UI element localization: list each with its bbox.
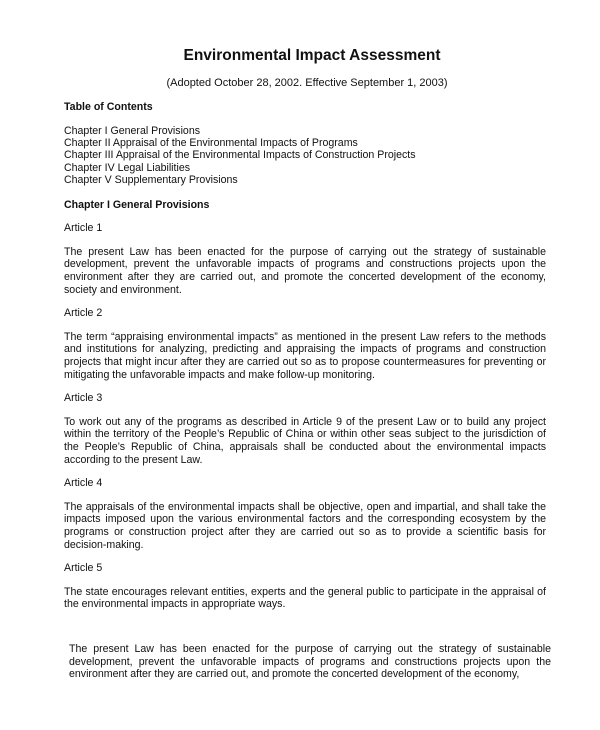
article-title: Article 2 xyxy=(64,307,103,320)
toc-item: Chapter IV Legal Liabilities xyxy=(64,161,191,174)
article-text: To work out any of the programs as described in Article 9 of the present Law or to build any project within the territory of the People’s Republic of China or within other seas subject to the jurisdiction of the People’s Republic of China, appraisals shall be conducted about the environmental impacts according to the present Law. xyxy=(64,415,546,466)
article-title: Article 4 xyxy=(64,477,103,490)
article-text: The appraisals of the environmental impacts shall be objective, open and impartial, and shall take the impacts imposed upon the various environmental factors and the corresponding ecosystem by the programs or construction project after they are carried out so as to provide a scientific basis for decision-making. xyxy=(64,500,546,551)
document-body xyxy=(64,101,546,611)
trailing-paragraph: The present Law has been enacted for the purpose of carrying out the strategy of sustainable development, prevent the unfavorable impacts of programs and constructions projects upon the environment after they are carried out, and promote the concerted development of the economy, xyxy=(69,643,551,681)
article-title: Article 3 xyxy=(64,392,103,405)
toc-item: Chapter I General Provisions xyxy=(64,124,201,137)
toc-item: Chapter II Appraisal of the Environmental Impacts of Programs xyxy=(64,137,358,149)
article-text: The state encourages relevant entities, experts and the general public to participate in the appraisal of the environmental impacts in appropriate ways. xyxy=(64,585,546,611)
document-title: Environmental Impact Assessment xyxy=(183,47,441,64)
table-of-contents xyxy=(64,125,546,187)
article-title: Article 1 xyxy=(64,222,103,235)
chapter-heading: Chapter I General Provisions xyxy=(64,198,210,211)
article-title: Article 5 xyxy=(64,562,103,575)
toc-heading: Table of Contents xyxy=(64,101,153,113)
toc-item: Chapter V Supplementary Provisions xyxy=(64,174,238,187)
article-text: The present Law has been enacted for the purpose of carrying out the strategy of sustainable development, prevent the unfavorable impacts of programs and constructions projects upon the environment after they are carried out, and promote the concerted development of the economy, society and environment. xyxy=(64,245,546,296)
document-subtitle: (Adopted October 28, 2002. Effective September 1, 2003) xyxy=(166,77,448,89)
toc-item: Chapter III Appraisal of the Environmental Impacts of Construction Projects xyxy=(64,149,416,162)
article-text: The term “appraising environmental impacts” as mentioned in the present Law refers to the methods and institutions for analyzing, predicting and appraising the impacts of programs and construction projects that might incur after they are carried out so as to propose countermeasures for preventing or mitigating the unfavorable impacts and make follow-up monitoring. xyxy=(64,330,546,381)
